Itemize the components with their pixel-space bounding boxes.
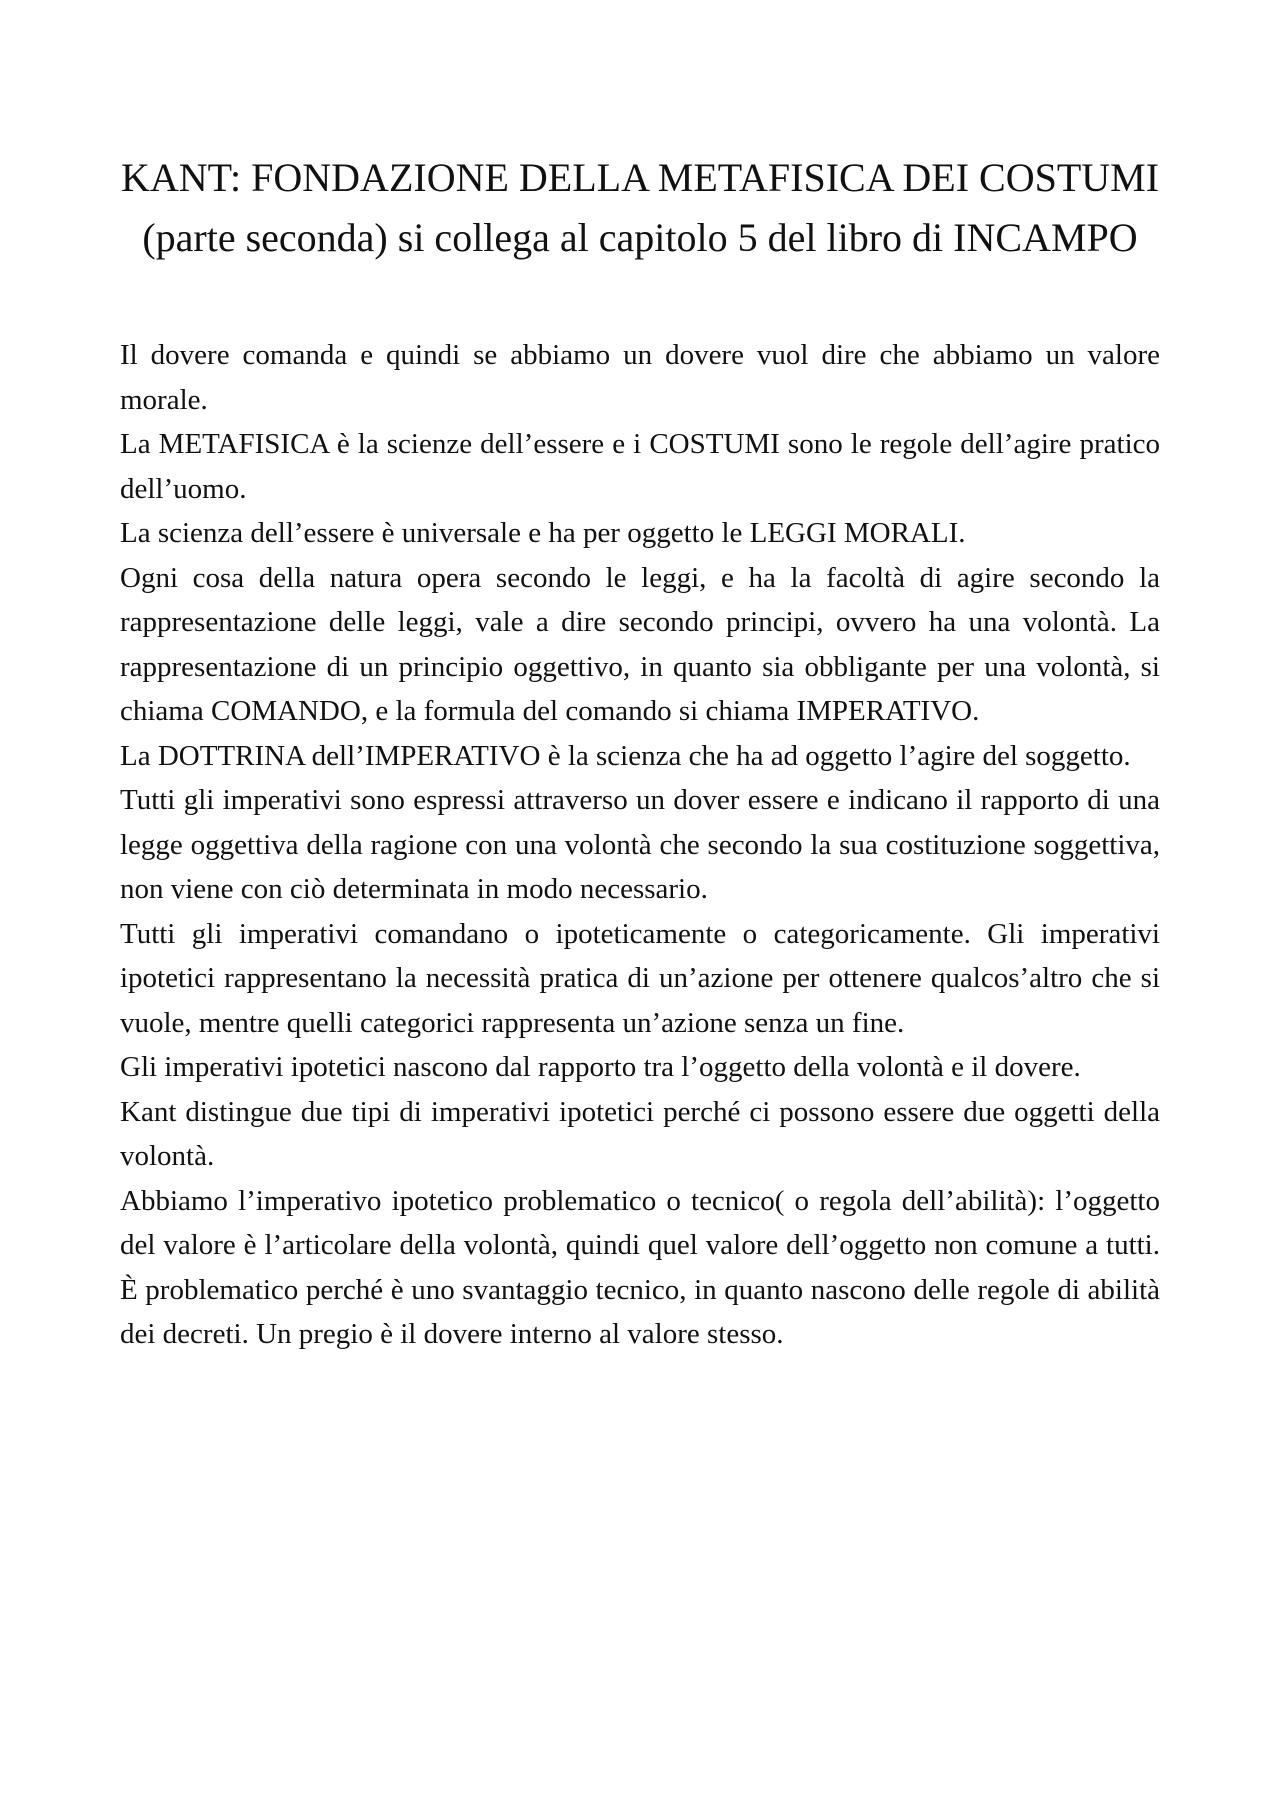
- paragraph: Gli imperativi ipotetici nascono dal rapporto tra l’oggetto della volontà e il dovere.: [120, 1051, 1081, 1083]
- document-body: [120, 333, 1160, 1357]
- paragraph: Il dovere comanda e quindi se abbiamo un dovere vuol dire che abbiamo un valore morale.: [120, 339, 1160, 416]
- document-title: KANT: FONDAZIONE DELLA METAFISICA DEI COSTUMI (parte seconda) si collega al capitolo 5 del libro di INCAMPO: [120, 155, 1160, 260]
- paragraph: Abbiamo l’imperativo ipotetico problematico o tecnico( o regola dell’abilità): l’oggetto del valore è l’articolare della volontà, quindi quel valore dell’oggetto non comune a tutti. È problematico perché è uno svantaggio tecnico, in quanto nascono delle regole di abilità dei decreti. Un pregio è il dovere interno al valore stesso.: [120, 1184, 1160, 1350]
- paragraph: Tutti gli imperativi sono espressi attraverso un dover essere e indicano il rapporto di una legge oggettiva della ragione con una volontà che secondo la sua costituzione soggettiva, non viene con ciò determinata in modo necessario.: [120, 784, 1160, 905]
- paragraph: Kant distingue due tipi di imperativi ipotetici perché ci possono essere due oggetti della volontà.: [120, 1095, 1160, 1172]
- paragraph: La DOTTRINA dell’IMPERATIVO è la scienza che ha ad oggetto l’agire del soggetto.: [120, 739, 1131, 772]
- paragraph: Tutti gli imperativi comandano o ipoteticamente o categoricamente. Gli imperativi ipotetici rappresentano la necessità pratica di un’azione per ottenere qualcos’altro che si vuole, mentre quelli categorici rappresenta un’azione senza un fine.: [120, 917, 1160, 1039]
- paragraph: La METAFISICA è la scienze dell’essere e i COSTUMI sono le regole dell’agire pratico dell’uomo.: [120, 428, 1160, 505]
- paragraph: Ogni cosa della natura opera secondo le leggi, e ha la facoltà di agire secondo la rappresentazione delle leggi, vale a dire secondo principi, ovvero ha una volontà. La rappresentazione di un principio oggettivo, in quanto sia obbligante per una volontà, si chiama COMANDO, e la formula del comando si chiama IMPERATIVO.: [120, 561, 1160, 727]
- paragraph: La scienza dell’essere è universale e ha per oggetto le LEGGI MORALI.: [120, 517, 966, 549]
